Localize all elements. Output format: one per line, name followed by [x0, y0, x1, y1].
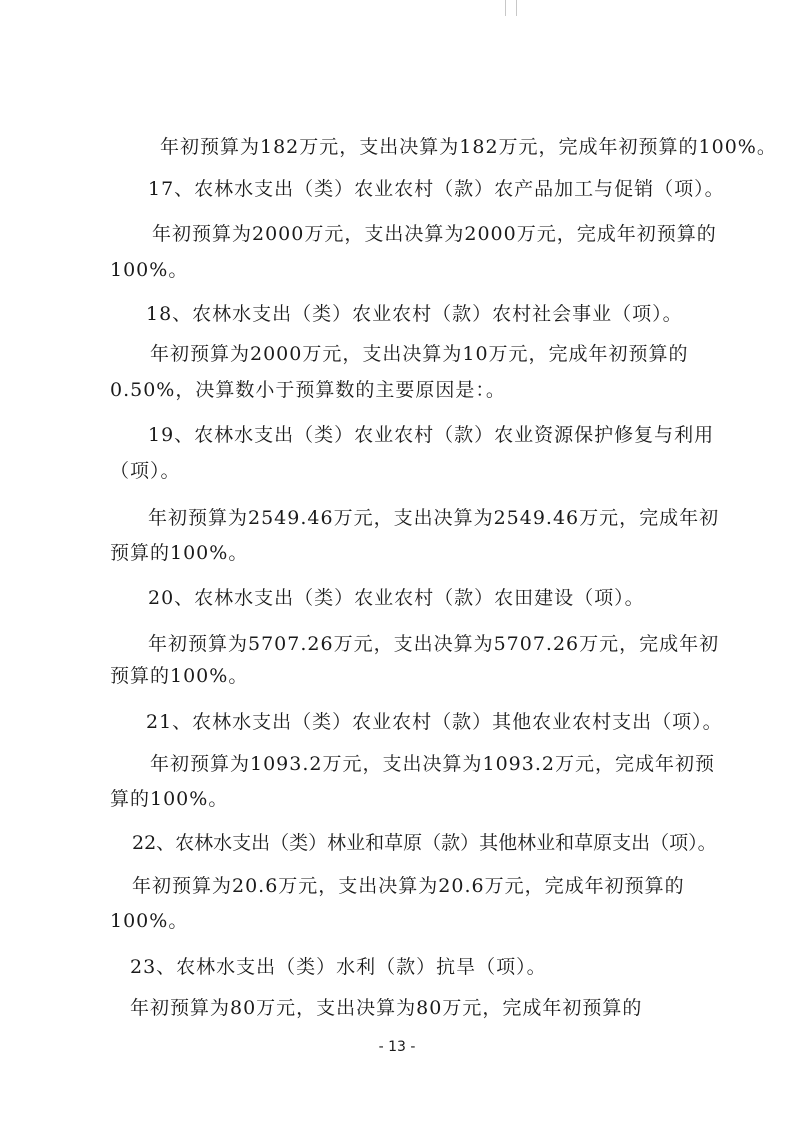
section-heading: 21、农林水支出（类）农业农村（款）其他农业农村支出（项）。: [146, 711, 723, 733]
paragraph-line: 预算的100%。: [110, 665, 249, 687]
paragraph-line: 年初预算为182万元，支出决算为182万元，完成年初预算的100%。: [160, 136, 777, 158]
paragraph-line: 年初预算为2000万元，支出决算为2000万元，完成年初预算的: [152, 223, 717, 245]
paragraph-line: 预算的100%。: [110, 542, 249, 564]
paragraph-line: 100%。: [110, 259, 189, 281]
section-heading: 23、农林水支出（类）水利（款）抗旱（项）。: [130, 956, 547, 978]
paragraph-line: 年初预算为2549.46万元，支出决算为2549.46万元，完成年初: [148, 507, 720, 529]
scan-mark: [505, 0, 517, 16]
paragraph-line: 年初预算为20.6万元，支出决算为20.6万元，完成年初预算的: [132, 875, 685, 897]
paragraph-line: 年初预算为2000万元，支出决算为10万元，完成年初预算的: [150, 343, 689, 365]
paragraph-line: 年初预算为5707.26万元，支出决算为5707.26万元，完成年初: [148, 633, 720, 655]
paragraph-line: 0.50%，决算数小于预算数的主要原因是：。: [110, 379, 506, 401]
section-heading: 22、农林水支出（类）林业和草原（款）其他林业和草原支出（项）。: [132, 832, 717, 854]
page-number: - 13 -: [378, 1039, 416, 1055]
section-heading: 18、农林水支出（类）农业农村（款）农村社会事业（项）。: [146, 303, 683, 325]
section-heading: 19、农林水支出（类）农业农村（款）农业资源保护修复与利用: [148, 424, 715, 446]
paragraph-line: （项）。: [110, 460, 181, 482]
paragraph-line: 100%。: [110, 910, 189, 932]
section-heading: 20、农林水支出（类）农业农村（款）农田建设（项）。: [148, 587, 645, 609]
paragraph-line: 年初预算为1093.2万元，支出决算为1093.2万元，完成年初预: [150, 753, 715, 775]
section-heading: 17、农林水支出（类）农业农村（款）农产品加工与促销（项）。: [148, 178, 725, 200]
paragraph-line: 算的100%。: [110, 788, 229, 810]
paragraph-line: 年初预算为80万元，支出决算为80万元，完成年初预算的: [130, 997, 643, 1019]
